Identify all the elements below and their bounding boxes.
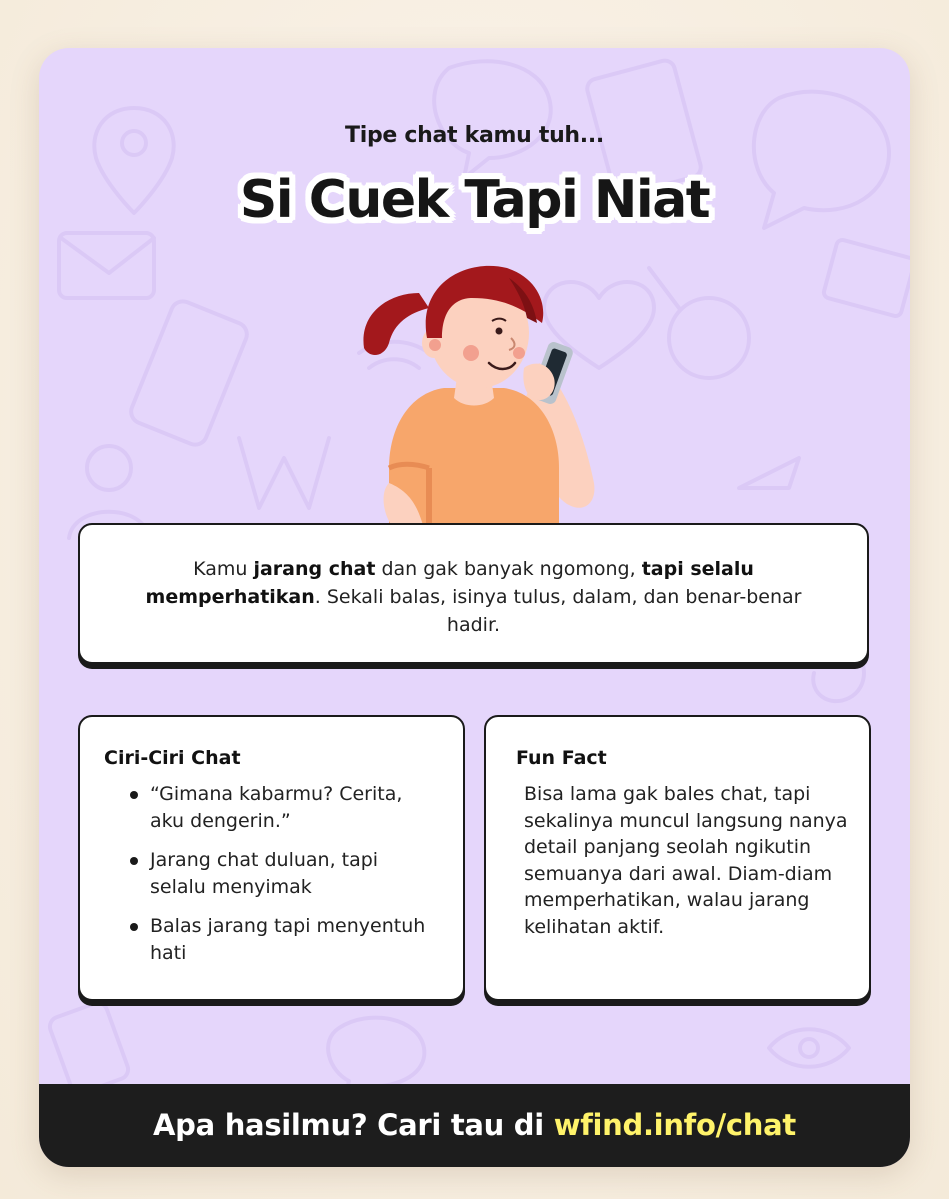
bubble-bottom-doodle-icon <box>328 1018 424 1088</box>
fun-fact-heading: Fun Fact <box>516 747 607 769</box>
footer-prefix: Apa hasilmu? Cari tau di <box>153 1108 554 1142</box>
bullet-dot-icon <box>130 791 138 799</box>
description-bold-2: tapi selalu memperhatikan <box>145 558 754 608</box>
arrow-doodle-icon <box>739 458 799 488</box>
description-text-1: Kamu <box>193 558 254 580</box>
traits-item-text: Jarang chat duluan, tapi selalu menyimak <box>150 849 379 898</box>
fun-fact-text: Bisa lama gak bales chat, tapi sekalinya muncul langsung nanya detail panjang seolah ngikutin semuanya dari awal. Diam-diam memperhatikan, walau jarang kelihatan aktif. <box>524 783 848 938</box>
traits-list-item <box>130 847 430 901</box>
description-text-2: dan gak banyak ngomong, <box>375 558 642 580</box>
girl-on-phone-illustration <box>359 253 599 528</box>
description-bold-1: jarang chat <box>253 558 376 580</box>
phone-doodle-icon <box>128 298 251 449</box>
envelope-icon <box>59 233 154 298</box>
chat-bubble-icon <box>434 61 551 178</box>
bullet-dot-icon <box>130 923 138 931</box>
eye-doodle-icon <box>769 1029 849 1067</box>
result-subtitle: Tipe chat kamu tuh... <box>345 123 604 148</box>
phone-bottom-doodle-icon <box>47 1000 131 1088</box>
traits-item-text: Balas jarang tapi menyentuh hati <box>150 915 426 964</box>
letter-w-doodle <box>239 438 329 508</box>
result-card <box>39 48 910 1167</box>
traits-item-text: “Gimana kabarmu? Cerita, aku dengerin.” <box>150 783 403 832</box>
description-text-3: . Sekali balas, isinya tulus, dalam, dan benar-benar hadir. <box>314 586 802 636</box>
footer-link[interactable]: wfind.info/chat <box>553 1108 796 1142</box>
traits-list <box>130 781 430 979</box>
bullet-dot-icon <box>130 857 138 865</box>
traits-list-item <box>130 781 430 835</box>
footer-banner <box>39 1084 910 1167</box>
traits-heading: Ciri-Ciri Chat <box>104 747 241 769</box>
magnifier-icon <box>649 268 749 378</box>
description-box <box>78 523 869 664</box>
fun-fact-box <box>484 715 871 1001</box>
traits-box <box>78 715 465 1001</box>
traits-list-item <box>130 913 430 967</box>
result-title: Si Cuek Tapi Niat <box>239 170 710 230</box>
mail-doodle-right-icon <box>823 239 910 318</box>
